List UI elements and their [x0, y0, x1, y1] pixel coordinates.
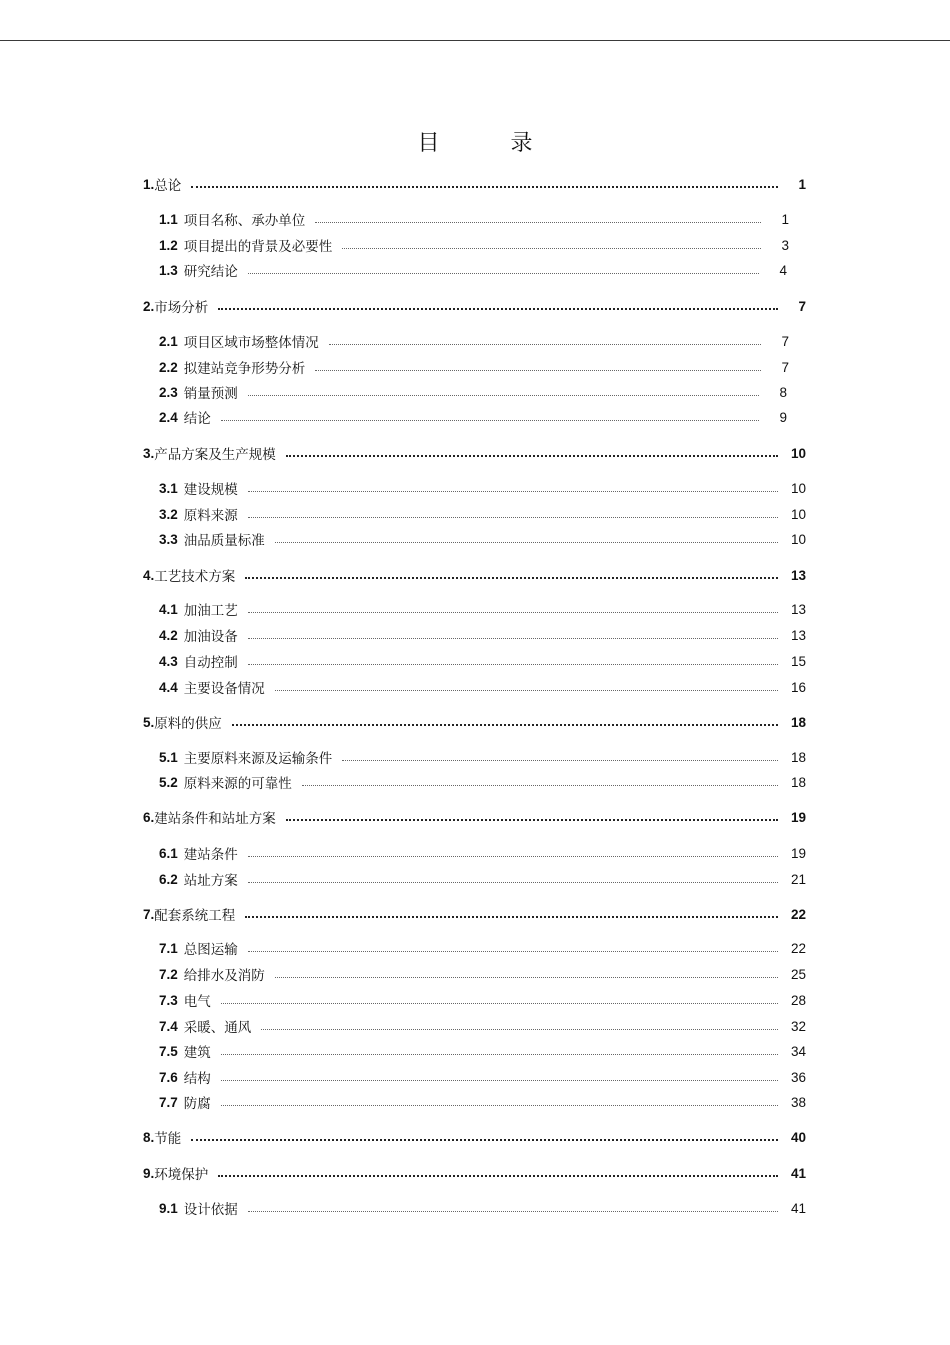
toc-label: 建站条件和站址方案: [154, 811, 276, 827]
dot-leader: [342, 248, 761, 249]
toc-label: 建筑: [183, 1045, 211, 1061]
toc-page-number: 13: [790, 627, 806, 643]
dot-leader: [248, 612, 778, 613]
toc-label: 电气: [183, 994, 211, 1010]
toc-page-number: 18: [790, 714, 806, 730]
toc-number: 4.3: [159, 653, 178, 669]
dot-leader: [221, 1003, 778, 1004]
toc-number: 7.5: [159, 1043, 178, 1059]
toc-chapter[interactable]: [143, 904, 806, 924]
dot-leader: [248, 1211, 778, 1212]
toc-page-number: 22: [790, 906, 806, 922]
toc-label: 结构: [183, 1071, 211, 1087]
toc-section[interactable]: [159, 209, 789, 229]
toc-label: 市场分析: [154, 300, 209, 316]
toc-number: 7.4: [159, 1018, 178, 1034]
toc-label: 加油工艺: [183, 603, 238, 619]
toc-label: 结论: [183, 411, 211, 427]
toc-page-number: 7: [781, 359, 789, 375]
dot-leader: [329, 344, 761, 345]
toc-number: 7.7: [159, 1094, 178, 1110]
toc-number: 1.3: [159, 262, 178, 278]
toc-label: 拟建站竞争形势分析: [183, 361, 306, 377]
toc-section[interactable]: [159, 260, 787, 280]
dot-leader: [248, 638, 778, 639]
toc-number: 5.: [143, 714, 155, 730]
dot-leader: [248, 517, 778, 518]
toc-chapter[interactable]: [143, 807, 806, 827]
toc-page-number: 18: [790, 774, 806, 790]
toc-section[interactable]: [159, 235, 789, 255]
dot-leader: [248, 664, 778, 665]
toc-section[interactable]: [159, 1092, 806, 1112]
toc-page-number: 1: [798, 176, 806, 192]
toc-number: 7.1: [159, 940, 178, 956]
toc-label: 原料来源的可靠性: [183, 776, 292, 792]
toc-page-number: 41: [790, 1200, 806, 1216]
toc-number: 5.2: [159, 774, 178, 790]
toc-section[interactable]: [159, 478, 806, 498]
dot-leader: [286, 819, 778, 821]
toc-chapter[interactable]: [143, 443, 806, 463]
toc-page-number: 3: [781, 237, 789, 253]
toc-section[interactable]: [159, 772, 806, 792]
toc-chapter[interactable]: [143, 565, 806, 585]
toc-page-number: 1: [781, 211, 789, 227]
toc-chapter[interactable]: [143, 296, 806, 316]
toc-section[interactable]: [159, 331, 789, 351]
toc-page-number: 21: [790, 871, 806, 887]
toc-page-number: 13: [790, 567, 806, 583]
dot-leader: [248, 491, 778, 492]
dot-leader: [261, 1029, 778, 1030]
toc-label: 站址方案: [183, 873, 238, 889]
toc-page-number: 8: [779, 384, 787, 400]
page-title: 目 录: [417, 131, 565, 156]
toc-chapter[interactable]: [143, 174, 806, 194]
toc-page-number: 19: [790, 845, 806, 861]
toc-number: 2.2: [159, 359, 178, 375]
toc-label: 主要原料来源及运输条件: [183, 751, 333, 767]
toc-page-number: 36: [790, 1069, 806, 1085]
toc-section[interactable]: [159, 651, 806, 671]
dot-leader: [218, 1175, 778, 1177]
toc-number: 2.4: [159, 409, 178, 425]
dot-leader: [221, 1080, 778, 1081]
toc-page-number: 15: [790, 653, 806, 669]
toc-section[interactable]: [159, 964, 806, 984]
toc-section[interactable]: [159, 357, 789, 377]
toc-section[interactable]: [159, 747, 806, 767]
toc-label: 工艺技术方案: [154, 569, 236, 585]
toc-label: 研究结论: [183, 264, 238, 280]
toc-section[interactable]: [159, 677, 806, 697]
toc-label: 原料来源: [183, 508, 238, 524]
toc-number: 4.: [143, 567, 155, 583]
toc-page-number: 10: [790, 531, 806, 547]
toc-number: 7.3: [159, 992, 178, 1008]
dot-leader: [315, 370, 761, 371]
toc-page-number: 32: [790, 1018, 806, 1034]
toc-number: 2.1: [159, 333, 178, 349]
toc-number: 2.3: [159, 384, 178, 400]
toc-page-number: 34: [790, 1043, 806, 1059]
toc-number: 7.2: [159, 966, 178, 982]
toc-page-number: 10: [790, 445, 806, 461]
toc-label: 产品方案及生产规模: [154, 447, 276, 463]
toc-label: 环境保护: [154, 1167, 209, 1183]
toc-page-number: 38: [790, 1094, 806, 1110]
toc-label: 销量预测: [183, 386, 238, 402]
toc-number: 7.: [143, 906, 155, 922]
toc-section[interactable]: [159, 990, 806, 1010]
dot-leader: [248, 273, 759, 274]
toc-number: 4.4: [159, 679, 178, 695]
toc-number: 6.: [143, 809, 155, 825]
toc-label: 采暖、通风: [183, 1020, 252, 1036]
toc-section[interactable]: [159, 869, 806, 889]
toc-section[interactable]: [159, 382, 787, 402]
toc-label: 给排水及消防: [183, 968, 265, 984]
dot-leader: [191, 186, 778, 188]
toc-label: 设计依据: [183, 1202, 238, 1218]
toc-label: 项目区域市场整体情况: [183, 335, 319, 351]
toc-label: 总图运输: [183, 942, 238, 958]
dot-leader: [286, 455, 778, 457]
toc-page-number: 40: [790, 1129, 806, 1145]
toc-page-number: 28: [790, 992, 806, 1008]
dot-leader: [221, 1054, 778, 1055]
dot-leader: [302, 785, 778, 786]
dot-leader: [315, 222, 761, 223]
toc-number: 3.2: [159, 506, 178, 522]
dot-leader: [342, 760, 778, 761]
toc-section[interactable]: [159, 1198, 806, 1218]
toc-page-number: 13: [790, 601, 806, 617]
toc-label: 主要设备情况: [183, 681, 265, 697]
toc-number: 9.: [143, 1165, 155, 1181]
toc-section[interactable]: [159, 1041, 806, 1061]
toc-label: 油品质量标准: [183, 533, 265, 549]
toc-section[interactable]: [159, 529, 806, 549]
dot-leader: [191, 1139, 778, 1141]
toc-label: 配套系统工程: [154, 908, 236, 924]
toc-section[interactable]: [159, 625, 806, 645]
toc-number: 7.6: [159, 1069, 178, 1085]
toc-section[interactable]: [159, 504, 806, 524]
toc-section[interactable]: [159, 1016, 806, 1036]
toc-section[interactable]: [159, 599, 806, 619]
dot-leader: [218, 308, 778, 310]
dot-leader: [248, 882, 778, 883]
toc-number: 3.: [143, 445, 155, 461]
toc-number: 1.: [143, 176, 155, 192]
dot-leader: [248, 395, 759, 396]
toc-page-number: 41: [790, 1165, 806, 1181]
toc-page-number: 18: [790, 749, 806, 765]
toc-page-number: 16: [790, 679, 806, 695]
toc-chapter[interactable]: [143, 1127, 806, 1147]
toc-label: 自动控制: [183, 655, 238, 671]
toc-number: 8.: [143, 1129, 155, 1145]
dot-leader: [275, 542, 778, 543]
toc-label: 建设规模: [183, 482, 238, 498]
toc-section[interactable]: [159, 1067, 806, 1087]
toc-number: 6.1: [159, 845, 178, 861]
dot-leader: [221, 1105, 778, 1106]
toc-section[interactable]: [159, 407, 787, 427]
toc-label: 节能: [154, 1131, 182, 1147]
toc-number: 4.2: [159, 627, 178, 643]
toc-page-number: 4: [779, 262, 787, 278]
toc-label: 加油设备: [183, 629, 238, 645]
toc-page-number: 7: [798, 298, 806, 314]
toc-number: 3.1: [159, 480, 178, 496]
toc-label: 项目名称、承办单位: [183, 213, 306, 229]
toc-number: 6.2: [159, 871, 178, 887]
toc-page-number: 9: [779, 409, 787, 425]
dot-leader: [245, 916, 778, 918]
dot-leader: [232, 724, 778, 726]
toc-label: 防腐: [183, 1096, 211, 1112]
toc-chapter[interactable]: [143, 1163, 806, 1183]
toc-page-number: 25: [790, 966, 806, 982]
toc-number: 9.1: [159, 1200, 178, 1216]
dot-leader: [275, 977, 778, 978]
dot-leader: [248, 951, 778, 952]
toc-label: 建站条件: [183, 847, 238, 863]
dot-leader: [275, 690, 778, 691]
toc-chapter[interactable]: [143, 712, 806, 732]
toc-section[interactable]: [159, 938, 806, 958]
toc-page-number: 19: [790, 809, 806, 825]
toc-page-number: 10: [790, 480, 806, 496]
toc-number: 3.3: [159, 531, 178, 547]
toc-section[interactable]: [159, 843, 806, 863]
toc-number: 1.1: [159, 211, 178, 227]
toc-label: 总论: [154, 178, 182, 194]
toc-number: 4.1: [159, 601, 178, 617]
toc-page-number: 7: [781, 333, 789, 349]
dot-leader: [221, 420, 759, 421]
toc-label: 原料的供应: [154, 716, 222, 732]
toc-page-number: 10: [790, 506, 806, 522]
toc-number: 2.: [143, 298, 155, 314]
toc-number: 1.2: [159, 237, 178, 253]
toc-page-number: 22: [790, 940, 806, 956]
dot-leader: [245, 577, 778, 579]
dot-leader: [248, 856, 778, 857]
toc-label: 项目提出的背景及必要性: [183, 239, 333, 255]
toc-number: 5.1: [159, 749, 178, 765]
